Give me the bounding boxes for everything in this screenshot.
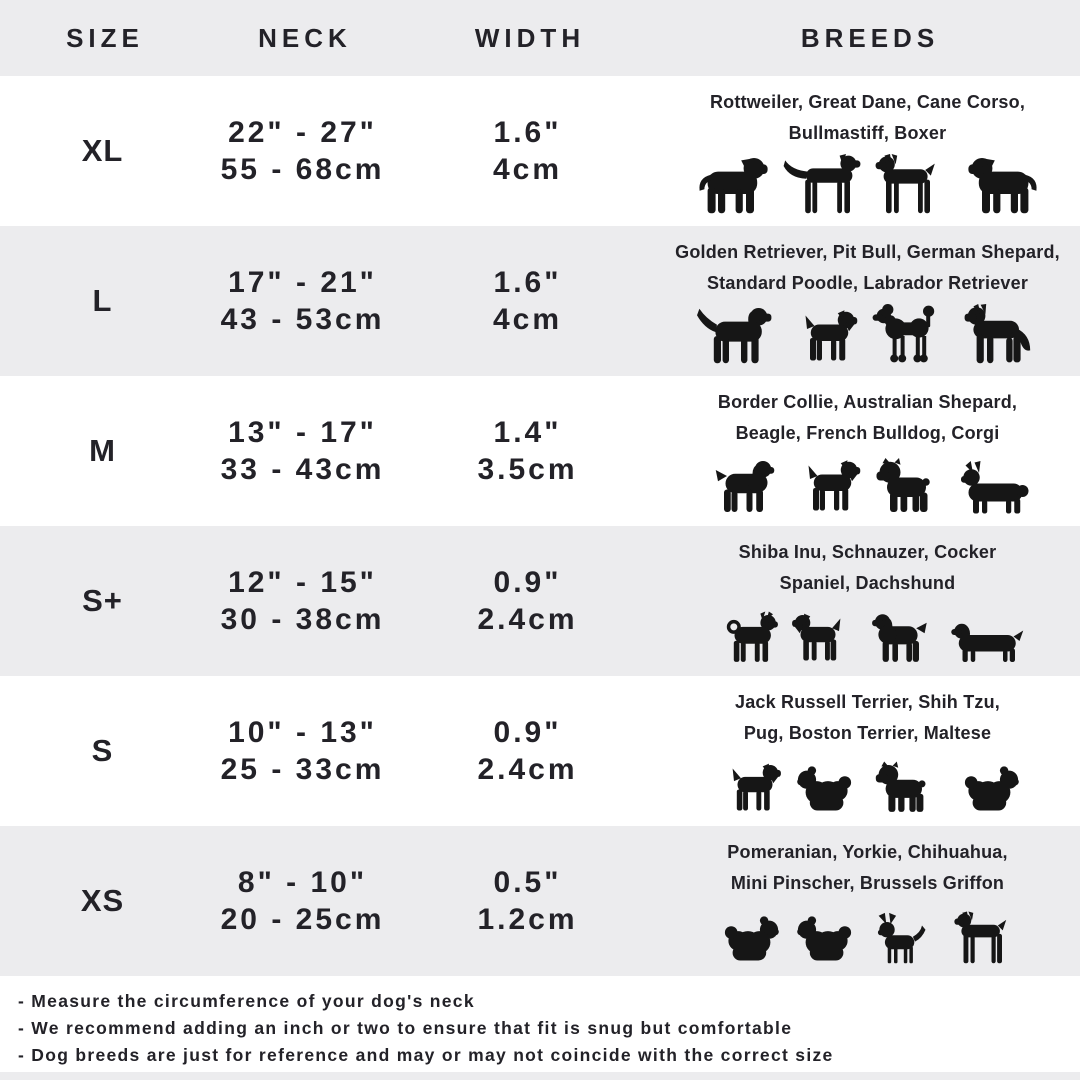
- rottweiler-icon: [689, 154, 771, 218]
- width-inches: 1.6": [493, 266, 562, 299]
- breeds-text-line2: Mini Pinscher, Brussels Griffon: [730, 873, 1005, 893]
- size-value: XL: [81, 133, 124, 168]
- table-row-s-plus: [0, 526, 1080, 676]
- width-inches: 0.9": [493, 566, 562, 599]
- table-row-xs: [0, 826, 1080, 976]
- cocker-spaniel-icon: [870, 611, 940, 668]
- breeds-text-line1: Pomeranian, Yorkie, Chihuahua,: [727, 842, 1008, 862]
- note-reference: - Dog breeds are just for reference and may or may not coincide with the correct size: [18, 1045, 834, 1065]
- dog-silhouettes: [701, 452, 1035, 518]
- size-value: L: [92, 283, 113, 318]
- breeds-text-line1: Rottweiler, Great Dane, Cane Corso,: [709, 92, 1026, 112]
- neck-cm: 30 - 38cm: [220, 603, 385, 636]
- breeds-text-line1: Border Collie, Australian Shepard,: [717, 392, 1018, 412]
- width-cm: 2.4cm: [477, 753, 578, 786]
- dog-silhouettes: [713, 752, 1023, 818]
- breeds-text-line2: Standard Poodle, Labrador Retriever: [706, 273, 1029, 293]
- size-value: M: [89, 433, 116, 468]
- neck-cm: 25 - 33cm: [220, 753, 385, 786]
- width-cm: 4cm: [492, 303, 563, 336]
- neck-cm: 43 - 53cm: [220, 303, 385, 336]
- table-row-xl: [0, 76, 1080, 226]
- french-bulldog-icon: [873, 458, 949, 518]
- dog-silhouettes: [710, 602, 1026, 668]
- column-header-size: SIZE: [66, 22, 144, 53]
- breeds-text-line2: Spaniel, Dachshund: [779, 573, 956, 593]
- column-header-width: WIDTH: [474, 22, 586, 53]
- table-header: [0, 0, 1080, 76]
- maltese-icon: [953, 761, 1023, 818]
- dog-silhouettes: [692, 302, 1044, 368]
- dachshund-icon: [950, 608, 1026, 668]
- corgi-icon: [959, 458, 1035, 518]
- pomeranian-icon: [713, 911, 783, 968]
- breeds-text-line2: Bullmastiff, Boxer: [788, 123, 947, 143]
- width-inches: 1.4": [493, 416, 562, 449]
- doberman-icon: [873, 154, 955, 218]
- column-header-neck: NECK: [258, 22, 352, 53]
- bullmastiff-icon: [965, 154, 1047, 218]
- neck-inches: 13" - 17": [228, 416, 377, 449]
- shiba-inu-icon: [710, 611, 780, 668]
- breeds-text-line1: Shiba Inu, Schnauzer, Cocker: [738, 542, 997, 562]
- footer-notes: [0, 976, 1080, 1072]
- table-row-s: [0, 676, 1080, 826]
- border-collie-icon: [701, 458, 777, 518]
- neck-cm: 55 - 68cm: [220, 153, 385, 186]
- column-header-breeds: BREEDS: [800, 22, 940, 53]
- neck-inches: 17" - 21": [228, 266, 377, 299]
- dog-silhouettes: [689, 152, 1047, 218]
- beagle-icon: [787, 458, 863, 518]
- table-row-l: [0, 226, 1080, 376]
- standard-poodle-icon: [870, 304, 952, 368]
- neck-inches: 10" - 13": [228, 716, 377, 749]
- mini-pinscher-icon: [953, 911, 1023, 968]
- schnauzer-icon: [790, 611, 860, 668]
- dog-silhouettes: [713, 902, 1023, 968]
- width-cm: 4cm: [492, 153, 563, 186]
- golden-retriever-icon: [692, 304, 774, 368]
- breeds-text-line1: Jack Russell Terrier, Shih Tzu,: [735, 692, 1000, 712]
- width-cm: 3.5cm: [477, 453, 578, 486]
- great-dane-icon: [781, 154, 863, 218]
- bottom-divider-bar: [0, 1072, 1080, 1080]
- size-value: S+: [82, 583, 123, 618]
- size-value: XS: [80, 883, 125, 918]
- yorkie-icon: [793, 911, 863, 968]
- width-inches: 0.5": [493, 866, 562, 899]
- breeds-text-line2: Beagle, French Bulldog, Corgi: [735, 423, 1000, 443]
- pit-bull-icon: [784, 308, 860, 368]
- neck-inches: 8" - 10": [237, 866, 368, 899]
- width-inches: 0.9": [493, 716, 562, 749]
- note-measure: - Measure the circumference of your dog's neck: [18, 991, 475, 1011]
- width-cm: 1.2cm: [477, 903, 578, 936]
- jack-russell-icon: [713, 761, 783, 818]
- neck-cm: 20 - 25cm: [220, 903, 385, 936]
- note-recommend: - We recommend adding an inch or two to ensure that fit is snug but comfortable: [18, 1018, 793, 1038]
- shih-tzu-icon: [793, 761, 863, 818]
- table-row-m: [0, 376, 1080, 526]
- chihuahua-icon: [873, 911, 943, 968]
- german-shepard-icon: [962, 304, 1044, 368]
- width-inches: 1.6": [493, 116, 562, 149]
- pug-icon: [873, 761, 943, 818]
- neck-inches: 12" - 15": [228, 566, 377, 599]
- width-cm: 2.4cm: [477, 603, 578, 636]
- breeds-text-line2: Pug, Boston Terrier, Maltese: [743, 723, 992, 743]
- breeds-text-line1: Golden Retriever, Pit Bull, German Shepard,: [675, 242, 1060, 262]
- size-value: S: [91, 733, 114, 768]
- neck-inches: 22" - 27": [228, 116, 377, 149]
- neck-cm: 33 - 43cm: [220, 453, 385, 486]
